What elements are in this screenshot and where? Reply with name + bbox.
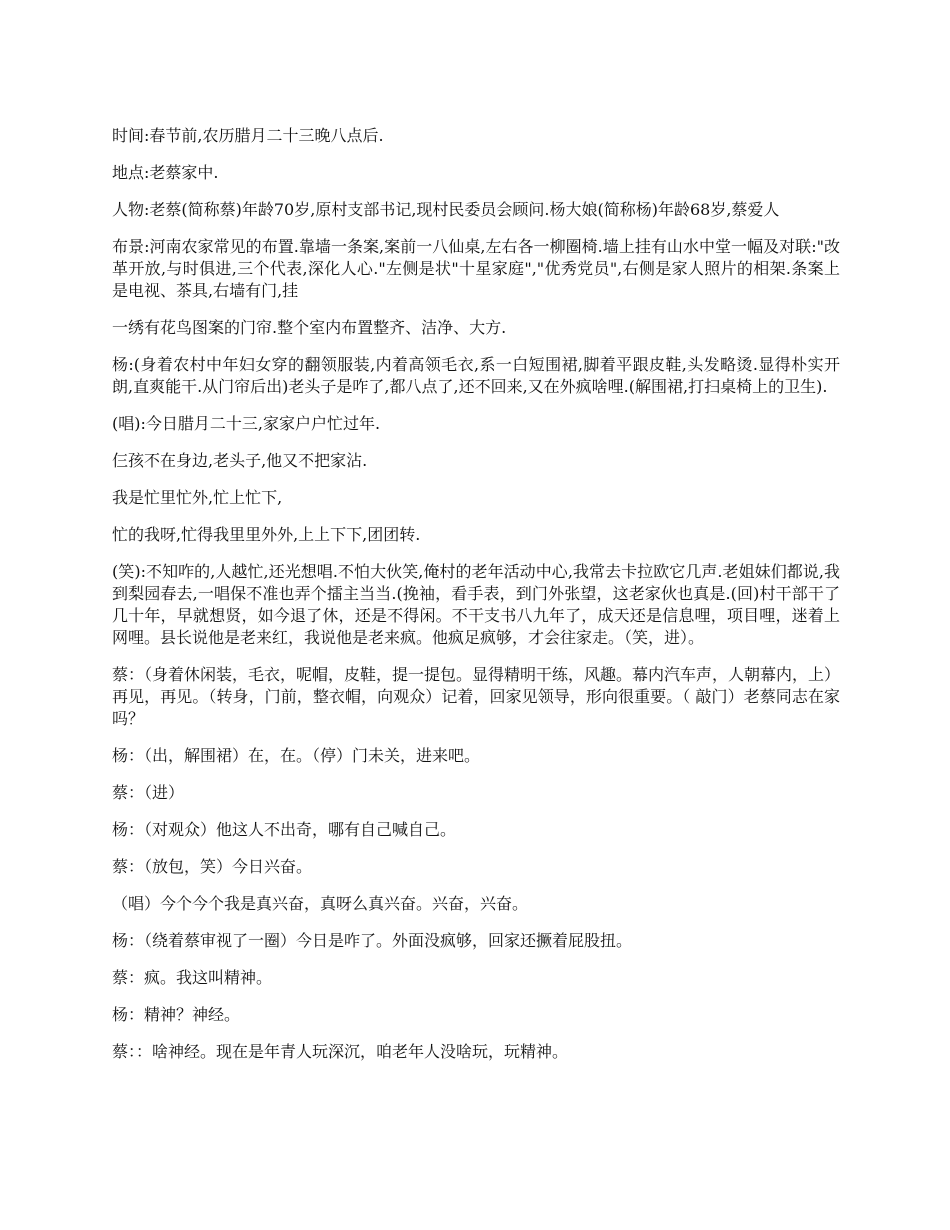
dialogue-line: (笑):不知咋的,人越忙,还光想唱.不怕大伙笑,俺村的老年活动中心,我常去卡拉欧它几声.老姐妹们都说,我到梨园春去,一唱保不准也弄个擂主当当.(挽袖，看手表，到门外张望，这老家伙也真是.(回)村干部干了几十年，早就想贤，如今退了休，还是不得闲。不干支书八九年了，成天还是信息哩，项目哩，迷着上网哩。县长说他是老来红，我说他是老来疯。他疯足疯够，才会往家走。（笑，进）。 [112,562,840,647]
song-line: （唱）今个今个我是真兴奋，真呀么真兴奋。兴奋，兴奋。 [112,894,529,913]
dialogue-line: 杨：（绕着蔡审视了一圈）今日是咋了。外面没疯够，回家还撅着屁股扭。 [112,931,633,950]
dialogue-line: 杨:(身着农村中年妇女穿的翻领服装,内着高领毛衣,系一白短围裙,脚着平跟皮鞋,头发略烫.显得朴实开朗,直爽能干.从门帘后出)老头子是咋了,都八点了,还不回来,又在外疯啥哩.(解围裙,打扫桌椅上的卫生). [112,355,840,396]
song-line: 我是忙里忙外,忙上忙下, [112,488,283,507]
dialogue-line: 杨：（对观众）他这人不出奇，哪有自己喊自己。 [112,820,457,839]
dialogue-line: 蔡：疯。我这叫精神。 [112,968,273,987]
document-page [112,125,840,1078]
song-line: (唱):今日腊月二十三,家家户户忙过年. [112,414,381,433]
dialogue-line: 蔡：（身着休闲装，毛衣，呢帽，皮鞋，提一提包。显得精明干练，风趣。幕内汽车声，人朝幕内，上）再见，再见。（转身，门前，整衣帽，向观众）记着，回家见领导，形向很重要。（ 敲门）老蔡同志在家吗？ [112,665,841,728]
dialogue-line: 蔡：：啥神经。现在是年青人玩深沉，咱老年人没啥玩，玩精神。 [112,1042,569,1061]
dialogue-line: 杨：精神？神经。 [112,1005,241,1024]
dialogue-line: 蔡：（放包，笑）今日兴奋。 [112,857,313,876]
song-line: 忙的我呀,忙得我里里外外,上上下下,团团转. [112,525,421,544]
scene-setting-continued: 一绣有花鸟图案的门帘.整个室内布置整齐、洁净、大方. [112,318,507,337]
scene-characters: 人物:老蔡(简称蔡)年龄70岁,原村支部书记,现村民委员会顾问.杨大娘(简称杨)年龄68岁,蔡爱人 [112,200,780,219]
dialogue-line: 蔡：（进） [112,783,185,802]
dialogue-line: 杨：（出，解围裙）在，在。（停）门未关，进来吧。 [112,746,481,765]
scene-time: 时间:春节前,农历腊月二十三晚八点后. [112,126,384,145]
scene-setting: 布景:河南农家常见的布置.靠墙一条案,案前一八仙桌,左右各一柳圈椅.墙上挂有山水中堂一幅及对联:"改革开放,与时俱进,三个代表,深化人心."左侧是状"十星家庭","优秀党员",右侧是家人照片的相架.条案上是电视、茶具,右墙有门,挂 [112,237,840,300]
song-line: 仨孩不在身边,老头子,他又不把家沾. [112,451,368,470]
scene-location: 地点:老蔡家中. [112,163,219,182]
